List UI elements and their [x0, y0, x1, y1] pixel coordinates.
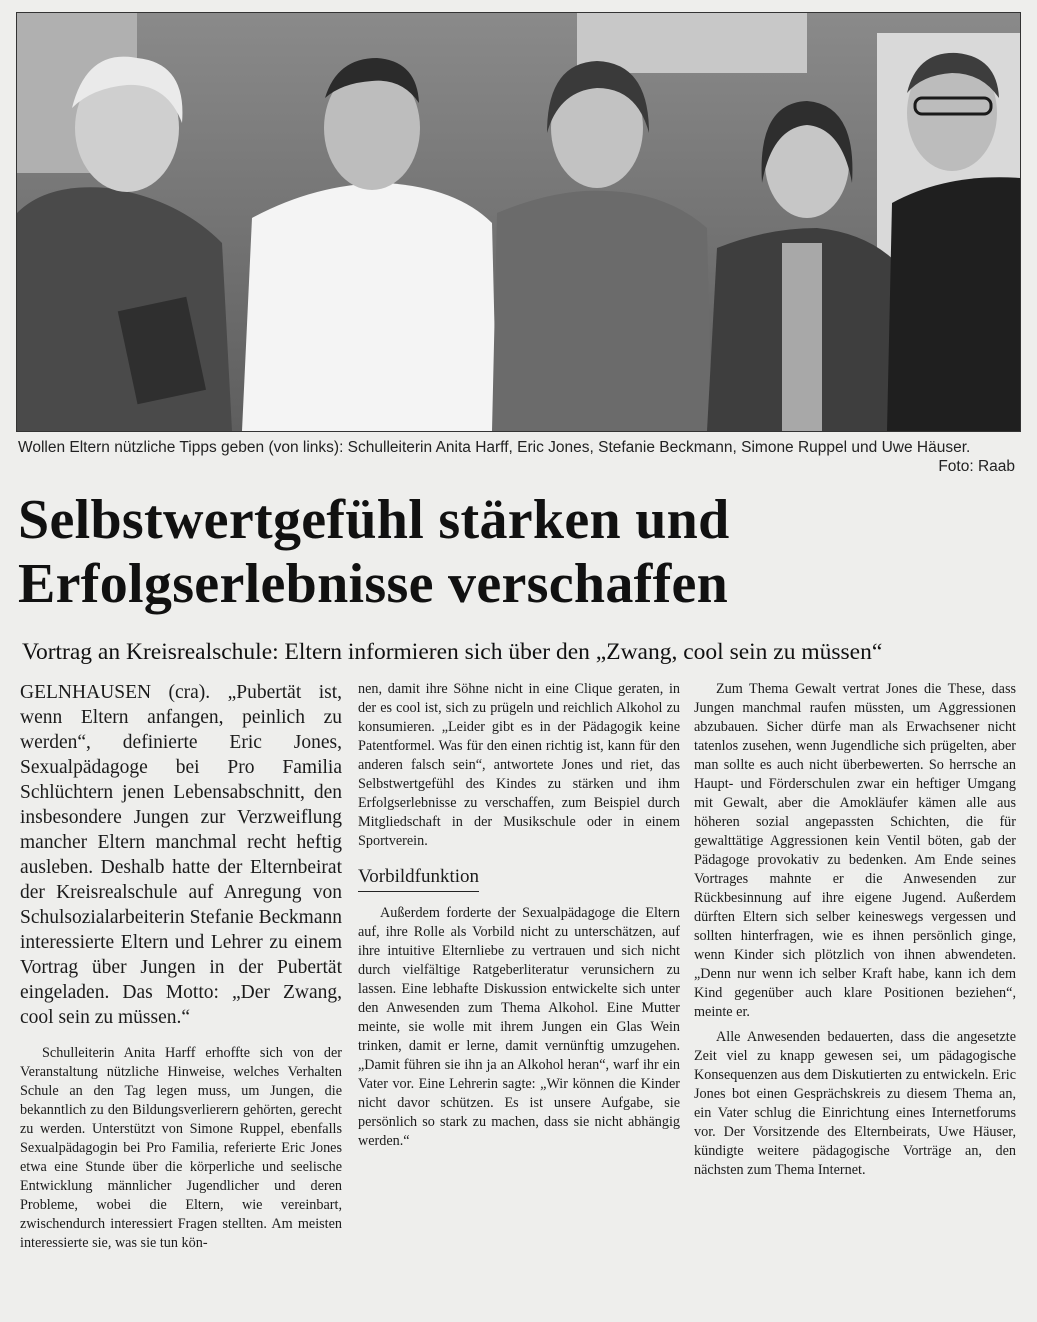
article-subheadline: Vortrag an Kreisrealschule: Eltern informieren sich über den „Zwang, cool sein zu müssen“ [22, 639, 883, 665]
group-photo-illustration [17, 13, 1020, 431]
body-paragraph: Außerdem forderte der Sexualpädagoge die Eltern auf, ihre Rolle als Vorbild nicht zu unterschätzen, auf ihre intuitive Elternliebe zu vertrauen und sich nicht durch vielfältige Ratgeberliteratur verunsichern zu lassen. Eine lebhafte Diskussion entwickelte sich unter den Anwesenden zum Thema Alkohol. Eine Mutter meinte, sie wolle mit ihrem Jungen ein Glas Wein trinken, damit er lerne, damit vernünftig umzugehen. „Damit führen sie ihn ja an Alkohol heran“, warf ihr ein Vater vor. Eine Lehrerin sagte: „Wir können die Kinder nicht davor schützen. Es ist unsere Aufgabe, sie persönlich so stark zu machen, dass sie nicht abhängig werden.“ [358, 905, 680, 1149]
body-paragraph: Schulleiterin Anita Harff erhoffte sich von der Veranstaltung nützliche Hinweise, welches Verhalten Schule an den Tag legen muss, um Jungen, die bekanntlich zu den Bildungsverlierern gehörten, gerecht zu werden. Unterstützt von Simone Ruppel, ebenfalls Sexualpädagogin bei Pro Familia, referierte Eric Jones etwa eine Stunde über die körperliche und seelische Entwicklung männlicher Jugendlicher und deren Probleme, wobei die Eltern, wie vereinbart, zwischendurch interessiert Fragen stellten. Am meisten interessierte sie, was sie tun kön- [20, 1045, 342, 1251]
article-column-2 [358, 680, 680, 1151]
article-column-1 [20, 680, 342, 1253]
article-headline [18, 488, 1018, 616]
lead-paragraph: GELNHAUSEN (cra). „Pubertät ist, wenn Eltern anfangen, peinlich zu werden“, definierte Eric Jones, Sexualpädagoge bei Pro Familia Schlüchtern jenen Lebensabschnitt, den insbesondere Jungen zur Verzweiflung mancher Eltern manchmal recht heftig ausleben. Deshalb hatte der Elternbeirat der Kreisrealschule auf Anregung von Schulsozialarbeiterin Stefanie Beckmann interessierte Eltern und Lehrer zu einem Vortrag über Jungen in der Pubertät eingeladen. Das Motto: „Der Zwang, cool sein zu müssen.“ [20, 682, 342, 1028]
photo-caption: Wollen Eltern nützliche Tipps geben (von links): Schulleiterin Anita Harff, Eric Jones, Stefanie Beckmann, Simone Ruppel und Uwe Häuser. [18, 439, 971, 456]
section-subtitle: Vorbildfunktion [358, 865, 479, 892]
body-paragraph: Alle Anwesenden bedauerten, dass die angesetzte Zeit viel zu knapp gewesen sei, um pädagogische Konsequenzen aus dem Diskutierten zu entwickeln. Eric Jones bot einen Gesprächskreis zu diesem Thema an, ein Vater schlug die Einrichtung eines Internetforums vor. Der Vorsitzende des Elternbeirats, Uwe Häuser, kündigte weitere pädagogische Vorträge an, den nächsten zum Thema Internet. [694, 1029, 1016, 1178]
headline-line-1: Selbstwertgefühl stärken und [18, 489, 730, 551]
headline-line-2: Erfolgserlebnisse verschaffen [18, 553, 729, 615]
body-paragraph: nen, damit ihre Söhne nicht in eine Clique geraten, in der es cool ist, sich zu prügeln und reichlich Alkohol zu konsumieren. „Leider gibt es in der Pädagogik keine Patentformel. Was für den einen richtig ist, kann für den anderen falsch sein“, antwortete Jones und riet, das Selbstwertgefühl des Kindes zu stärken und ihm Erfolgserlebnisse zu verschaffen, zum Beispiel durch Mitgliedschaft in der Musikschule oder in einem Sportverein. [358, 681, 680, 849]
group-photo [16, 12, 1021, 432]
photo-credit: Foto: Raab [938, 458, 1015, 475]
article-column-3 [694, 680, 1016, 1180]
body-paragraph: Zum Thema Gewalt vertrat Jones die These, dass Jungen manchmal raufen müssten, um Aggressionen abzubauen. Sicher dürfe man als Erwachsener nicht tatenlos zusehen, wenn Jugendliche sich prügelten, aber man sollte es auch nicht überbewerten. So herrsche an Haupt- und Förderschulen zwar ein heftiger Umgang mit Gewalt, aber die Amokläufer kämen alle aus höheren sozial angepassten Schichten, die für gewalttätige Aggressionen kein Ventil böten, gab der Pädagoge provokativ zu bedenken. Am Ende seines Vortrages mahnte er die Anwesenden zur Rückbesinnung auf ihre eigene Jugend. Außerdem dürften Eltern sich selber keineswegs vergessen und sollten hinterfragen, wie es ihnen persönlich ginge, wenn Kinder sich plötzlich von ihnen abwendeten. „Denn nur wenn ich selber Kraft habe, kann ich dem Kind gegenüber auch klare Positionen beziehen“, meinte er. [694, 681, 1016, 1020]
